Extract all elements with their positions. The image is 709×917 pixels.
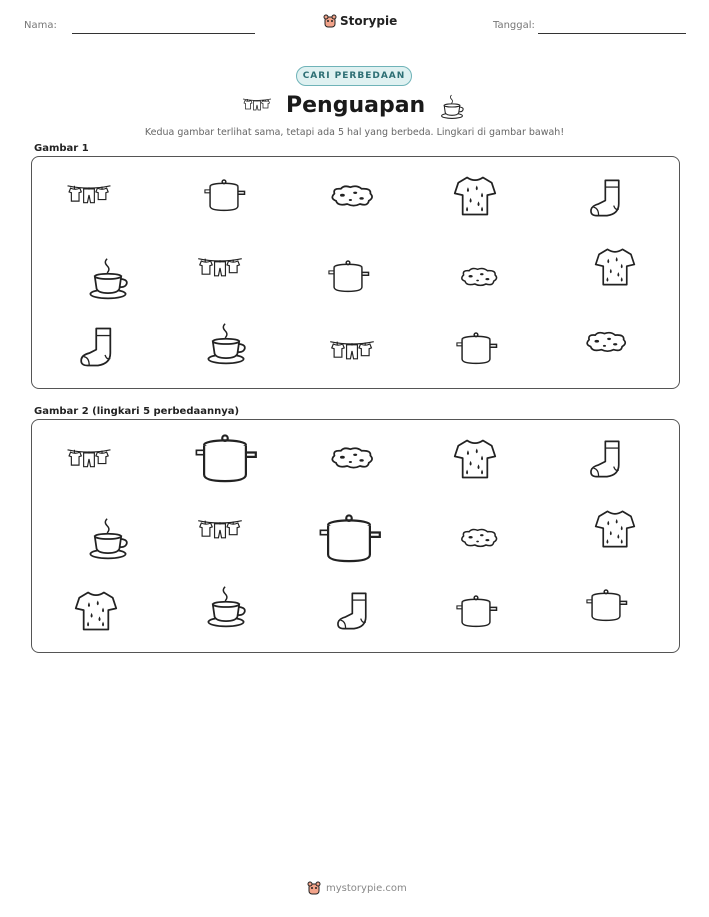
storypie-mascot-icon — [307, 880, 321, 896]
clothesline-icon — [196, 254, 244, 282]
tshirt-icon — [594, 506, 636, 552]
clothesline-icon — [196, 516, 244, 544]
pot-icon — [192, 432, 258, 484]
activity-badge: CARI PERBEDAAN — [296, 66, 412, 86]
page-title: Penguapan — [286, 93, 426, 118]
picture-1-panel — [31, 156, 680, 389]
instructions: Kedua gambar terlihat sama, tetapi ada 5 hal yang berbeda. Lingkari di gambar bawah! — [144, 127, 565, 138]
name-label: Nama: — [24, 20, 57, 31]
picture-2-panel[interactable] — [31, 419, 680, 653]
pot-icon — [584, 586, 628, 624]
sock-icon — [588, 177, 626, 219]
brand-name: Storypie — [340, 14, 398, 28]
puddle-icon — [458, 526, 500, 550]
clothesline-icon — [66, 445, 112, 473]
brand-logo — [323, 13, 397, 29]
clothesline-icon — [66, 181, 112, 209]
pot-icon — [202, 176, 246, 214]
sock-icon — [78, 325, 118, 369]
puddle-icon — [328, 445, 376, 471]
date-label: Tanggal: — [493, 20, 535, 31]
name-field[interactable] — [72, 33, 255, 34]
clothesline-icon — [328, 337, 376, 365]
cup-icon — [86, 516, 130, 562]
pot-icon — [454, 329, 498, 367]
puddle-icon — [583, 329, 629, 355]
tshirt-icon — [453, 436, 497, 482]
date-field[interactable] — [538, 33, 686, 34]
puddle-icon — [328, 183, 376, 209]
tshirt-icon — [74, 588, 118, 634]
cup-icon — [86, 257, 130, 301]
footer-url[interactable]: mystorypie.com — [326, 882, 407, 894]
cup-icon — [204, 321, 248, 367]
sock-icon — [334, 590, 374, 632]
picture-2-label: Gambar 2 (lingkari 5 perbedaannya) — [34, 406, 240, 417]
clothesline-icon — [242, 96, 272, 114]
puddle-icon — [458, 265, 500, 289]
pot-icon — [326, 257, 370, 295]
pot-icon — [316, 512, 382, 564]
cup-icon — [438, 94, 466, 120]
sock-icon — [588, 438, 626, 480]
footer — [307, 880, 407, 896]
cup-icon — [204, 584, 248, 630]
pot-icon — [454, 592, 498, 630]
tshirt-icon — [594, 245, 636, 289]
tshirt-icon — [453, 174, 497, 218]
storypie-mascot-icon — [323, 13, 337, 29]
picture-1-label: Gambar 1 — [34, 143, 89, 154]
